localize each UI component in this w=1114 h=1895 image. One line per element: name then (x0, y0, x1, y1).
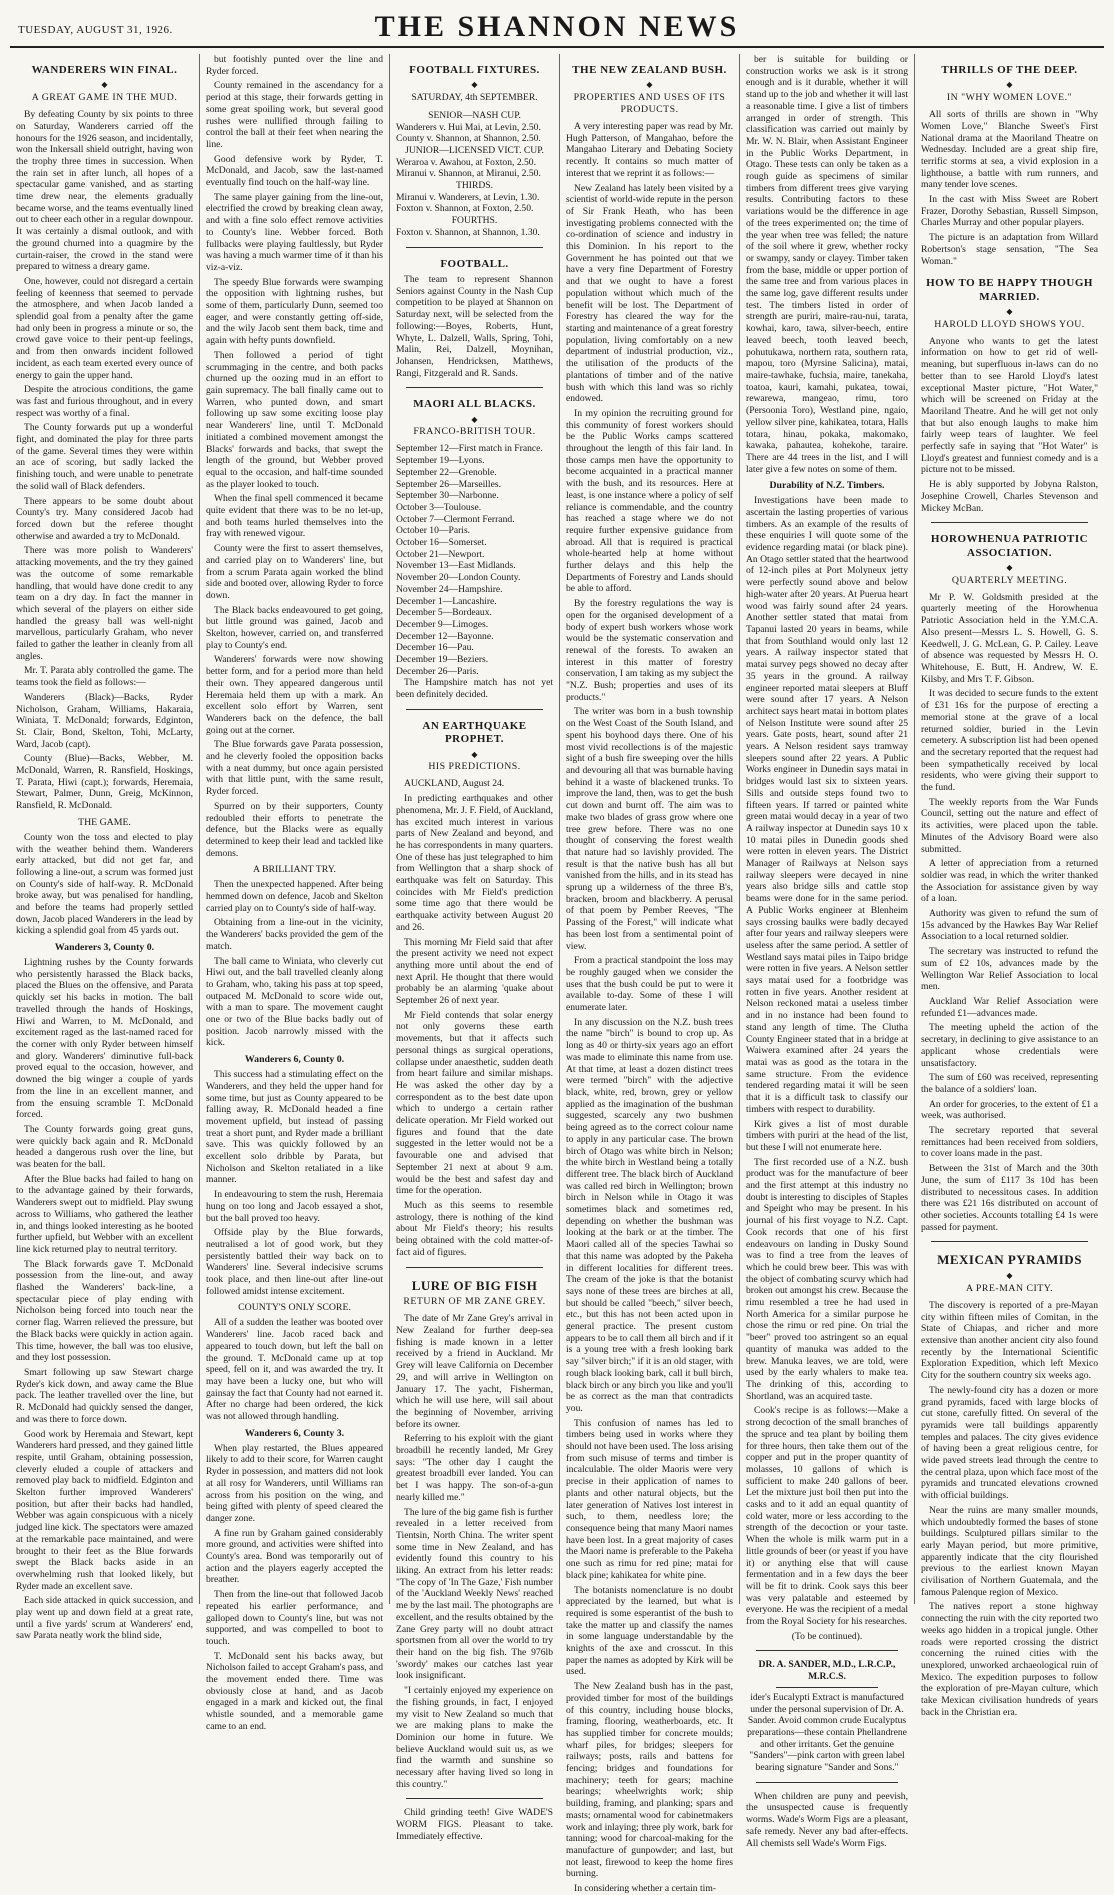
section-heading: COUNTY'S ONLY SCORE. (238, 1302, 351, 1314)
column-2 (200, 54, 390, 1732)
ornament-diamond: ◆ (1006, 1271, 1013, 1281)
subhead-big-fish: RETURN OF MR ZANE GREY. (403, 1296, 546, 1308)
article-paragraph: The natives report a stone highway connecting the ruin with the city reported two weeks ago hidden in a tropical jungle. Other roads were reported crossing the district concerning the ruined cities with the unexplored, unworked archaeological ruin of Mexico. The expedition purposes to follow the exploration of pre-Mayan culture, which take Mexican civilisation hundreds of years back in the Christian era. (921, 1601, 1098, 1718)
advertisement-sander (746, 1659, 908, 1773)
article-paragraph: The Black forwards gave T. McDonald possession from the line-out, and away flashed the Wanderers' back-line, a spectacular piece of play ending with Nicholson being forced into touch near the corner flag. Warren relieved the pressure, but the Black backs were quickly in action again. This time, however, the ball was too elusive, and they lost possession. (16, 1258, 193, 1364)
article-paragraph: The same player gaining from the line-out, electrified the crowd by breaking clean away, and with a fine solo effect remove activities to County's line. Webber forced. Both fullbacks were playing faultlessly, but Ryder was having a much warmer time of it than his viz-a-viz. (206, 191, 383, 273)
tour-line: November 24—Hampshire. (396, 583, 503, 595)
article-paragraph: Authority was given to refund the sum of 15s advanced by the Hawkes Bay War Relief Association to a local returned soldier. (921, 908, 1098, 943)
tour-line: December 1—Lancashire. (396, 595, 497, 607)
article-paragraph: Then followed a period of tight scrummaging in the centre, and both packs churned up the oozing mud in an effort to gain supremacy. The ball finally came out to Warren, who punted down, and smart following up saw some exciting loose play near Wanderers' line, until T. McDonald initiated a combined movement amongst the Blacks' forwards and backs, that swept the length of the ground, but Webber proved equal to the occasion, and half-time sounded as the player looked to touch. (206, 349, 383, 490)
divider (756, 1650, 898, 1651)
divider (931, 522, 1088, 523)
columns (10, 54, 1104, 1895)
article-paragraph: The Black backs endeavoured to get going, but little ground was gained, Jacob and Skelton, however, carried on, and transferred play to County's end. (206, 604, 383, 651)
tour-line: October 3—Toulouse. (396, 501, 482, 513)
tour-line: November 20—London County. (396, 572, 521, 584)
ad-text: ider's Eucalypti Extract is manufactured under the personal supervision of Dr. A. Sander. Avoid common crude Eucalyptus preparations—these contain Phellandrene and other irritants. Get the genuine "Sanders"—pink carton with green label bearing signature "Sander and Sons." (747, 1691, 907, 1774)
article-paragraph: Each side attacked in quick succession, and play went up and down field at a great rate, until a five yards' scrum at Wanderers' end, saw Parata neatly work the blind side, (16, 1595, 193, 1642)
article-paragraph: In predicting earthquakes and other phenomena, Mr. J. F. Field, of Auckland, has excited much interest in various parts of New Zealand and beyond, and he has correspondents in many quarters. One of these has just telegraphed to him from Wellington that a sharp shock of earthquake was felt on Saturday. This coincides with Mr Field's prediction some time ago that there would be earthquake activity between August 20 and 26. (396, 793, 553, 933)
fixtures-grade: JUNIOR—LICENSED VICT. CUP. (405, 144, 544, 156)
article-paragraph: This morning Mr Field said that after the present activity we need not expect anything more until about the end of next April. He thought that there would probably be an alarming 'quake about September 26 of next year. (396, 936, 553, 1007)
article-paragraph: Investigations have been made to ascertain the lasting properties of various timbers. As an example of the results of these enquiries I will quote some of the evidence regarding matai (or black pine). An Otago settler stated that the heartwood of 12-inch piles at Port Molyneux jetty were perfectly sound above and below high-water after 20 years. At Puerua heart wood was fairly sound after 24 years. Another settler stated that matai from Tapanui lasted 20 years in beams, while that from Southland would only last 12 years. A railway inspector stated that matai survey pegs showed no decay after 35 years in the ground. A railway engineer reported matai sleepers at Bluff were sound after 17 years. A Nelson architect says heart matai in bottom plates of Nelson Institute were sound after 25 years. Gate posts, heart, sound after 21 years. A Nelson resident says tramway sleepers sound after 22 years. A Public Works engineer in Dunedin says matai in bridges would last six to sixteen years. Sills and outside steps found two to fifteen years. If tarred or painted white green matai would decay in a year of two A railway inspector at Dunedin says 10 x 10 matai piles in Dunedin goods shed were rotten in eleven years. The District Manager of Railways at Nelson says railway sleepers were decayed in nine years also bridge sills and cattle stop beams were done for in the same period. A Public Works engineer at Blenheim says crossing baulks were badly decayed after four years and railway sleepers were useless after the same period. A settler of Westland says matai piles in Taipo bridge were rotten in five years. A Nelson settler says matai used for a footbridge was rotten in five years. Another resident at Nelson reckoned matai a useless timber and in no instance had been found to stand any length of time. The Clutha County Engineer stated that in a bridge at Waiwera examined after 24 years the matai was as good as the totara in the same structure. From the evidence tendered regarding matai it will be seen that it is a difficult task to classify our timbers with respect to durability. (746, 495, 908, 1115)
article-paragraph: Good work by Heremaia and Stewart, kept Wanderers hard pressed, and they gained little respite, until Graham, obtaining possession, cleverly eluded a couple of attackers and removed play back to midfield. Edginton and Skelton further improved Wanderers' position, but after their backs had handled, Webber was again conspicuous with a nicely judged line kick. The spectators were amazed at the remarkable pace maintained, and were brought to their feet as the Blue forwards swept the Black backs aside in an overwhelming rush that looked likely, but Ryder made an excellent save. (16, 1428, 193, 1592)
headline-wanderers: WANDERERS WIN FINAL. (31, 64, 178, 76)
article-paragraph: The sum of £60 was received, representing the balance of a soldiers' loan. (921, 1072, 1098, 1095)
advertisement: Child grinding teeth! Give WADE'S WORM FIGS. Pleasant to take. Immediately effective. (396, 1807, 553, 1842)
article-paragraph: All sorts of thrills are shown in "Why Women Love," Blanche Sweet's First National drama at the Maoriland Theatre on Wednesday. Included are a great ship fire, terrific storms at sea, a vivid explosion in a lighthouse, a battle with rum runners, and many tender love scenes. (921, 109, 1098, 191)
article-paragraph: The newly-found city has a dozen or more grand pyramids, faced with large blocks of cut stone, carefully fitted. On several of the pyramids were tall buildings apparently temples and palaces. The city gives evidence of having been a great religious centre, for wide paved streets lead through the centre to the central plaza, upon which face most of the pyramids and truncated elevations crowned with official buildings. (921, 1384, 1098, 1502)
tour-line: October 16—Somerset. (396, 537, 487, 549)
subhead-earthquake: HIS PREDICTIONS. (428, 761, 521, 773)
article-paragraph: From a practical standpoint the loss may be roughly gauged when we consider the uses that the bush could be put to were it available to-day. Some of these I will enumerate later. (566, 955, 733, 1014)
tour-line: October 7—Clermont Ferrand. (396, 513, 515, 525)
article-paragraph: Auckland War Relief Association were refunded £1—advances made. (921, 995, 1098, 1019)
article-paragraph: Mr Field contends that solar energy not only governs these earth movements, but that it affects such personal things as surgical operations, collapse under anaesthetic, sudden death from heart failure and similar mishaps. He was asked the other day by a correspondent as to the best date upon which to undergo a certain rather delicate operation. Mr Field worked out figures and found that the date suggested in the letter would not be a favourable one and advised that September 21 next at about 9 a.m. would be the best and safest day and time for the operation. (396, 1009, 553, 1197)
divider (931, 1241, 1088, 1242)
article-paragraph: The first recorded use of a N.Z. bush product was for the manufacture of beer and the first attempt at this industry no doubt is interesting to disciples of Staples and Speight who may be present. In his journal of his first voyage to N.Z. Capt. Cook records that one of his first endeavours on landing in Dusky Sound was to find a tree from the leaves of which he could brew beer. This was with the object of combating scurvy which had broken out amongst his crew. Because the rimu resembled a tree he had used in North America for a similar purpose he chose the rimu or red pine. On trial the "beer" proved too astringent so an equal quantity of manuka was added to the brew. Manuka leaves, we are told, were used by the early whalers to make tea. The drinking of this, according to Shortland, was an acquired taste. (746, 1156, 908, 1402)
newspaper-title: THE SHANNON NEWS (374, 10, 740, 43)
fixtures-list (396, 157, 553, 180)
article-paragraph: Anyone who wants to get the latest information on how to get rid of well-meaning, but superfluous in-laws can do no better than to see Harold Lloyd's latest exceptional Master picture, "Hot Water," which will be screened on Friday at the Maoriland Theatre. And he will get not only that but also enough laughs to make him fairly weep tears of laughter. We feel perfectly safe in saying that "Hot Water" is Lloyd's greatest and funniest comedy and is a picture not to be missed. (921, 335, 1098, 476)
tour-line: October 10—Paris. (396, 525, 471, 537)
article-paragraph: When the final spell commenced it became quite evident that there was to be no let-up, and both teams hurled themselves into the fray with renewed vigour. (206, 493, 383, 540)
headline-fixtures: FOOTBALL FIXTURES. (409, 64, 540, 76)
article-paragraph: In considering whether a certain tim- (574, 1883, 716, 1895)
ornament-diamond: ◆ (471, 414, 478, 424)
subhead-thrills: IN "WHY WOMEN LOVE." (946, 92, 1073, 104)
article-paragraph: New Zealand has lately been visited by a scientist of world-wide repute in the person of Sir Frank Heath, who has been investigating problems connected with the co-ordination of science and industry in this Dominion. In his report to the Government he has pointed out that we have a very fine Department of Forestry and that we ought to have a forest population without which much of the benefit will be lost. The Department of Forestry has cleared the way for the starting and maintenance of a great forestry population, living comfortably on a new department of industrial production, viz., the utilisation of the products of the plantations of timber and of the native bush with which this land was so richly endowed. (566, 182, 733, 405)
article-paragraph: Despite the atrocious conditions, the game was fast and furious throughout, and in every respect was worthy of a final. (16, 384, 193, 419)
article-paragraph: Wanderers' forwards were now showing better form, and for a period more than held their own. They appeared dangerous until Heremaia held them up with a mark. An excellent solo effort by Warren, sent Wanderers back on the defence, the ball going out at the corner. (206, 654, 383, 736)
tour-line: December 16—Pau. (396, 642, 474, 654)
article-paragraph: The date of Mr Zane Grey's arrival in New Zealand for further deep-sea fishing is made known in a letter received by a friend in Auckland. Mr Grey will leave California on December 29, and will arrive in Wellington on January 17. The yacht, Fisherman, which he will use here, will sail about the beginning of November, arriving before its owner. (396, 1313, 553, 1430)
subhead-horowhenua: QUARTERLY MEETING. (951, 574, 1068, 586)
fixture-line: Foxton v. Shannon, at Shannon, 1.30. (396, 226, 540, 238)
article-paragraph: The Hampshire match has not yet been definitely decided. (396, 677, 553, 701)
article-paragraph: County were the first to assert themselves, and carried play on to Wanderers' line, but from a scrum Parata again worked the blind side and booted over, allowing Ryder to force down. (206, 543, 383, 601)
ornament-diamond: ◆ (101, 80, 108, 90)
article-paragraph: The team to represent Shannon Seniors against County in the Nash Cup competition to be played at Shannon on Saturday next, will be selected from the following:—Boyes, Roberts, Hunt, Whyte, L. Dalzell, Walls, Spring, Tohi, Malin, Rei, Dalzell, Moynihan, Johansen, Hendricksen, Matthews, Rangi, Fitzgerald and R. Sands. (396, 274, 553, 379)
fixture-line: Wanderers v. Hui Mai, at Levin, 2.50. (396, 121, 541, 133)
score-line: Wanderers 6, County 3. (244, 1427, 345, 1439)
divider (406, 387, 543, 388)
fixture-line: Foxton v. Shannon, at Foxton, 2.50. (396, 203, 534, 215)
fixtures-grade: FOURTHS. (451, 215, 498, 227)
tour-line: December 26—Paris. (396, 665, 479, 677)
fixtures-grade: THIRDS. (455, 180, 494, 192)
article-paragraph: The lure of the big game fish is further revealed in a letter received from Tientsin, North China. The writer spent some time in New Zealand, and has evidently found this country to his liking. An extract from his letter reads: "The copy of 'In The Gaze,' Fish number of the 'Auckland Weekly News' reached me by the last mail. The photographs are excellent, and the results obtained by the Zane Grey party will no doubt attract sportsmen from all over the world to try their hand on the big fish. The 976lb 'swordy' makes our catches last year look insignificant. (396, 1506, 553, 1682)
article-paragraph: There appears to be some doubt about County's try. Many considered Jacob had forced down but the referee thought otherwise and awarded a try to McDonald. (16, 495, 193, 542)
article-paragraph: In the cast with Miss Sweet are Robert Frazer, Dorothy Sebastian, Russell Simpson, Charles Murray and other popular players. (921, 194, 1098, 229)
fixtures-list (396, 227, 553, 239)
subhead-happy: HAROLD LLOYD SHOWS YOU. (934, 318, 1085, 330)
article-paragraph: ber is suitable for building or construction works we ask is it strong enough and is it durable, whether it will stand up to the job and whether it will last a reasonable time. I give a list of timbers arranged in order of strength. This classification was carried out mainly by Mr. W. N. Blair, when Assistant Engineer in the Public Works Department, in Otago. These tests can only be taken as a rough guide as specimens of similar timbers from different trees give varying results. Contributing factors to these variations would be the difference in age of the trees experimented on; the time of the year when tree was felled; the nature of the soil where it grew, whether rocky or swampy, sandy or clayey. Timber taken from the base, middle or upper portion of the same tree and from various places in the same log, gave different results under test. The timbers listed in order of strength are puriri, maire-rau-nui, tarata, kowhai, karo, tawa, silver-beech, entire leaved beech, tooth leaved beech, pohutukawa, northern rata, southern rata, mapou, toro (Myrsine Salicina), matai, maire-tawhake, fuchsia, maire, tanekaha, toatoa, kauri, kamahi, pukatea, towai, rewarewa, mangeao, rimu, toro (Persoonia Toro), Westland pine, ngaio, yellow silver pine, kahikatea, totara, Halls totara, hinau, pokaka, makomako, kawaka, pahautea, kohekohe, taraire. There are 44 trees in the list, and I will later give a few notes on some of them. (746, 54, 908, 475)
column-4 (560, 54, 740, 1895)
headline-happy: HOW TO BE HAPPY THOUGH MARRIED. (926, 277, 1093, 303)
fixtures-grade: SENIOR—NASH CUP. (428, 109, 521, 121)
ad-heading: DR. A. SANDER, M.D., L.R.C.P., M.R.C.S. (758, 1659, 896, 1683)
column-1 (10, 54, 200, 1642)
tour-line: September 12—First match in France. (396, 443, 543, 455)
score-line: Wanderers 6, County 0. (244, 1054, 345, 1066)
article-paragraph: Cook's recipe is as follows:—Make a strong decoction of the small branches of the spruce and tea plant by boiling them for three hours, then take them out of the copper and put in the proper quantity of molasses, 10 gallons of which is sufficient to make 240 gallons of beer. Let the mixture just boil then put into the casks and to it add an equal quantity of cold water, more or less according to the strength of the decoction or your taste. When the whole is milk warm put in a little grounds of beer (or yeast if you have it) or anything else that will cause fermentation and in a few days the beer will be fit to drink. Cook says this beer was very palatable and esteemed by everyone. He was the recipient of a medal from the Royal Society for his researches. (746, 1405, 908, 1628)
article-paragraph: Then from the line-out that followed Jacob repeated his earlier performance, and galloped down to County's line, but was not supported, and was compelled to boot to touch. (206, 1589, 383, 1647)
fixture-line: Miranui v. Shannon, at Miranui, 2.50. (396, 168, 541, 180)
tour-line: September 19—Lyons. (396, 455, 485, 467)
article-paragraph: The discovery is reported of a pre-Mayan city within fifteen miles of Comitan, in the State of Chiapas, and richer and more extensive than another ancient city also found recently by the International Scientific Exploration Expedition, which left Mexico City for the southern country six weeks ago. (921, 1299, 1098, 1382)
article-paragraph: Smart following up saw Stewart charge Ryder's kick down, and away came the Blue pack. The leather travelled over the line, but R. McDonald had quickly sensed the danger, and was there to force down. (16, 1366, 193, 1425)
headline-allblacks: MAORI ALL BLACKS. (413, 398, 536, 411)
subhead-nz-bush: PROPERTIES AND USES OF ITS PRODUCTS. (573, 92, 726, 116)
tour-line: November 13—East Midlands. (396, 560, 516, 572)
fixtures-list (396, 122, 553, 145)
article-paragraph: There was more polish to Wanderers' attacking movements, and the try they gained was the outcome of some remarkable handling, that would have done credit to any team on a dry day. In fact the manner in which several of the players on either side handled the greasy ball was well-night marvellous, particularly Graham, who never failed to gather the leather in cleanly from all angles. (16, 545, 193, 662)
tour-line: December 5—Bordeaux. (396, 607, 492, 619)
headline-mexican: MEXICAN PYRAMIDS (937, 1252, 1082, 1268)
subhead-wanderers: A GREAT GAME IN THE MUD. (31, 92, 178, 104)
article-paragraph: Referring to his exploit with the giant broadbill he recently landed, Mr Grey says: "The other day I caught the greatest broadbill ever landed. You can bet I was happy. The son-of-a-gun nearly killed me." (396, 1433, 553, 1503)
article-paragraph: It was decided to secure funds to the extent of £31 16s for the purpose of erecting a memorial stone at the grave of a local returned soldier, buried in the Levin cemetery. A subscription list had been opened and the secretary reported that the request had been sympathetically received by local residents, who were giving their support to the fund. (921, 688, 1098, 794)
article-paragraph: The Blue forwards gave Parata possession, and he cleverly fooled the opposition backs with a neat dummy, but once again persisted with that little punt, with the same result, Ryder forced. (206, 739, 383, 798)
article-paragraph: Then the unexpected happened. After being hemmed down on defence, Jacob and Skelton carried play on to County's side of half-way. (206, 879, 383, 914)
article-paragraph: Offside play by the Blue forwards, neutralised a lot of good work, but they persistently battled their way back on to Wanderers' line. Several indecisive scrums took place, and then line-out after line-out followed amidst intense excitement. (206, 1227, 383, 1297)
article-paragraph: County remained in the ascendancy for a period at this stage, their forwards getting in some great spoiling work, but several good rushes were nullified through failing to control the ball at their feet when nearing the line. (206, 80, 383, 150)
section-heading: THE GAME. (78, 816, 131, 828)
article-paragraph: The speedy Blue forwards were swamping the opposition with lightning rushes, but some of them, particularly Dunn, seemed too eager, and were constantly getting off-side, and the wily Jacob sent them back, time and again with hefty punts downfield. (206, 276, 383, 347)
article-paragraph: Near the ruins are many smaller mounds, which undoubtedly formed the bases of stone buildings. Sculptured pillars similar to the early Mayan period, but more primitive, apparently indicate that the city flourished previous to the earliest known Mayan civilisation of Northern Guatemala, and the famous Palenque region of Mexico. (921, 1504, 1098, 1598)
article-paragraph: The picture is an adaptation from Willard Robertson's stage sensation, "The Sea Woman." (921, 232, 1098, 267)
divider (406, 1798, 543, 1799)
ornament-diamond: ◆ (471, 80, 478, 90)
article-paragraph: County (Blue)—Backs, Webber, M. McDonald, Warren, R. Ransfield, Hoskings, T. Parata, Hiwi (capt.); forwards, Heremaia, Stewart, Palmer, Dunn, Greig, McKinnon, Ransfield, R. McDonald. (16, 753, 193, 812)
section-heading: Durability of N.Z. Timbers. (769, 480, 885, 492)
article-paragraph: In my opinion the recruiting ground for this community of forest workers should be the Public Works camps scattered throughout the length of this fair land. In those camps men have the opportunity to become acquainted in a practical manner with the bush, and its resources. Here at least, is one instance where a policy of self reliance is commendable, and the country has reached a stage where we do not require further expensive guidance from abroad. All that is required is practical whole-hearted help at home without further delays and this help the Departments of Forestry and Lands should be able to afford. (566, 407, 733, 595)
fixture-line: Miranui v. Wanderers, at Levin, 1.30. (396, 191, 540, 203)
article-paragraph: The County forwards going great guns, were quickly back again and R. McDonald headed a dangerous rush over the line, but was beaten for the ball. (16, 1123, 193, 1171)
fixture-line: Weraroa v. Awahou, at Foxton, 2.50. (396, 156, 537, 168)
headline-horowhenua: HOROWHENUA PATRIOTIC ASSOCIATION. (930, 533, 1089, 559)
masthead (10, 10, 1104, 48)
article-paragraph: T. McDonald sent his backs away, but Nicholson failed to accept Graham's pass, and the movement ended there. Time was obviously close at hand, and as Jacob engaged in a mark and kicked out, the final whistle sounded, and a memorable game came to an end. (206, 1650, 383, 1732)
headline-football: FOOTBALL. (440, 257, 509, 270)
article-paragraph: An order for groceries, to the extent of £1 a week, was authorised. (921, 1098, 1098, 1122)
article-paragraph: When play restarted, the Blues appeared likely to add to their score, for Warren caught Ryder in possession, and matters did not look at all rosy for Wanderers, until Williams ran across from his position on the wing, and being gifted with plenty of speed cleared the danger zone. (206, 1442, 383, 1524)
article-paragraph: Mr. T. Parata ably controlled the game. The teams took the field as follows:— (16, 665, 193, 689)
article-paragraph: Good defensive work by Ryder, T. McDonald, and Jacob, saw the last-named eventually find touch on the half-way line. (206, 153, 383, 189)
tour-line: October 21—Newport. (396, 548, 485, 560)
article-paragraph: Lightning rushes by the County forwards who persistently harassed the Black backs, placed the Blues on the offensive, and Parata quickly set his backs in motion. The ball travelled through the hands of Hoskings, Hiwi and Warren, to M. McDonald, and excitement raged as the last-named raced for the corner with only Ryder between himself and glory. Wanderers' diminutive full-back proved equal to the occasion, however, and downed the big winger a couple of yards from the line in an excellent manner, and from the ensuing scramble T. McDonald forced. (16, 957, 193, 1121)
article-paragraph: In any discussion on the N.Z. bush trees the name "birch" is bound to crop up. As long as 40 or thirty-six years ago an effort was made to eliminate this name from use. At that time, at least a dozen distinct trees were termed "birch" with the adjective black, white, red, brown, grey or yellow applied as the imagination of the bushman suggested, scarcely any two bushmen being agreed as to the correct colour name to apply in any particular case. The brown birch of Otago was white birch in Nelson; the white birch in Westland being a totally different tree. The black birch of Auckland was called red birch in Wellington; brown birch in Nelson while in Otago it was sometimes black and sometimes red, depending on whether the bushman was looking at the bark or at the timber. The Maori called all of the species Tawhai so that this name was adopted by the Pakeha in different localities for different trees. The cream of the joke is that the botanist says none of these trees are birches at all, but should be called "beech," silver beech, etc., but this has not been acted upon in general practice. The present custom appears to be to call them all birch and if it is a young tree with a fresh looking bark say "silver birch;" if it is an old stager, with rough black looking bark, call it bull birch, black birch or any birch you like and you'll be as correct as the man that contradicts you. (566, 1016, 733, 1414)
article-paragraph: The secretary was instructed to refund the sum of £2 10s, advances made by the Wellington War Relief Association to local men. (921, 946, 1098, 993)
subhead-mexican: A PRE-MAN CITY. (965, 1282, 1054, 1294)
headline-nz-bush: THE NEW ZEALAND BUSH. (572, 64, 727, 76)
divider (756, 1782, 898, 1783)
fixtures-list (396, 192, 553, 215)
article-paragraph: Kirk gives a list of most durable timbers with puriri at the head of the list, but these I will not enumerate here. (746, 1118, 908, 1153)
column-3 (390, 54, 560, 1842)
article-paragraph: The ball came to Winiata, who cleverly cut Hiwi out, and the ball travelled cleanly along to Graham, who, taking his pass at top speed, outpaced M. McDonald to score wide out, with a man to spare. The movement caught one or two of the Blue backs badly out of position. Jacob narrowly missed with the kick. (206, 955, 383, 1049)
ornament-diamond: ◆ (1006, 307, 1013, 317)
divider (776, 1687, 878, 1688)
article-paragraph: Much as this seems to resemble astrology, there is nothing of the kind about Mr Field's theory; his results being obtained with the cold matter-of-fact aid of figures. (396, 1200, 553, 1258)
divider (406, 1267, 543, 1268)
article-paragraph: Spurred on by their supporters, County redoubled their efforts to penetrate the defence, but the Blacks were as equally determined to keep their lead and tackled like demons. (206, 800, 383, 859)
ornament-diamond: ◆ (646, 80, 653, 90)
article-paragraph: The weekly reports from the War Funds Council, setting out the nature and effect of its activities, were placed upon the table. Minutes of the Advisory Board were also submitted. (921, 796, 1098, 855)
fixture-line: County v. Shannon, at Shannon, 2.50. (396, 133, 541, 145)
article-paragraph: but footishly punted over the line and Ryder forced. (206, 54, 383, 77)
tour-line: September 22—Grenoble. (396, 466, 497, 478)
article-paragraph: The botanists nomenclature is no doubt appreciated by the learned, but what is required is some esperantist of the bush to take the matter up and classify the names in some language understandable by the knights of the axe and crosscut. In this paper the names as adopted by Kirk will be used. (566, 1584, 733, 1678)
tour-list (396, 443, 553, 677)
article-paragraph: Wanderers (Black)—Backs, Ryder Nicholson, Graham, Williams, Hakaraia, Winiata, T. McDonald; forwards, Edginton, St. Clair, Bond, Skelton, Tohi, McLarty, Ward, Jacob (capt). (16, 691, 193, 750)
article-paragraph: A very interesting paper was read by Mr. Hugh Patterson, of Mangahao, before the Mangahao Literary and Debating Society recently. It contains so much matter of interest that we reprint it as follows:— (566, 121, 733, 179)
continued-note: (To be continued). (791, 1630, 863, 1642)
advertisement: When children are puny and peevish, the unsuspected cause is frequently worms. Wade's Worm Figs are a pleasant, safe remedy. Never any bad after-effects. All chemists sell Wade's Worm Figs. (746, 1790, 908, 1849)
article-paragraph: This confusion of names has led to timbers being used in works where they should not have been used. The loss arising from such misuse of terms and timber is incalculable. The older Maoris were very precise in their application of names to plants and other natural objects, but the later generation of Natives lost interest in such, to them, needless lore; the consequence being that many Maori names have been lost. In a great majority of cases the Maori name is preferable to the Pakeha one such as rimu for red pine; matai for black pine; kahikatea for white pine. (566, 1417, 733, 1581)
subhead-allblacks: FRANCO-BRITISH TOUR. (413, 426, 536, 438)
article-paragraph: The secretary reported that several remittances had been received from soldiers, to cover loans made in the past. (921, 1125, 1098, 1160)
section-heading: A BRILLIANT TRY. (252, 864, 336, 876)
ornament-diamond: ◆ (1006, 80, 1013, 90)
score-line: Wanderers 3, County 0. (54, 942, 155, 954)
article-paragraph: Mr P. W. Goldsmith presided at the quarterly meeting of the Horowhenua Patriotic Association held in the Y.M.C.A. Also present—Messrs L. S. Howell, G. S. Keedwell, J. G. McLean, G. P. Cailey. Leave of absence was requested by Messrs H. O. Whitehouse, E. Butt, H. Andrew, W. E. Kilsby, and Mrs T. F. Gibson. (921, 591, 1098, 685)
article-paragraph: A letter of appreciation from a returned soldier was read, in which the writer thanked the Association for assistance given by way of a loan. (921, 858, 1098, 905)
article-paragraph: County won the toss and elected to play with the weather behind them. Wanderers early attacked, but did not get far, and following a line-out, a scrum was formed just on County's side of half-way. R. McDonald broke away, but was penalised for handling, and before the teams had properly settled down, Jacob placed Wanderers in the lead by kicking a splendid goal from 45 yards out. (16, 831, 193, 937)
article-paragraph: All of a sudden the leather was booted over Wanderers' line. Jacob raced back and appeared to touch down, but left the ball on the ground. T. McDonald came up at top speed, fell on it, and was awarded the try. It may have been a lucky one, but who will gainsay the fact that County had not earned it. After no charge had been ordered, the kick was not allowed through handling. (206, 1317, 383, 1423)
ornament-diamond: ◆ (471, 749, 478, 759)
tour-line: December 19—Beziers. (396, 654, 489, 666)
divider (406, 709, 543, 710)
article-paragraph: Obtaining from a line-out in the vicinity, the Wanderers' backs provided the gem of the match. (206, 917, 383, 952)
column-5 (740, 54, 915, 1849)
tour-line: December 9—Limoges. (396, 618, 489, 630)
article-paragraph: The New Zealand bush has in the past, provided timber for most of the buildings of this country, including house blocks, framing, flooring, weatherboards, etc. It has supplied timber for concrete moulds; wharf piles, for bridges; sleepers for railways; posts, rails and battens for fencing; bridges and foundations for machinery; teeth for gears; machine bearings; wheelwrights work; ship building, framing, and planking; spars and masts; ornamental wood for cabinetmakers work and inlaying; three ply work, bark for tanning; wood for charcoal-making for the manufacture of gunpowder; and last, but not least, firewood to keep the home fires burning. (566, 1681, 733, 1880)
tour-line: December 12—Bayonne. (396, 630, 494, 642)
issue-date: TUESDAY, AUGUST 31, 1926. (18, 24, 173, 36)
headline-earthquake: AN EARTHQUAKE PROPHET. (422, 719, 527, 746)
ornament-diamond: ◆ (1006, 563, 1013, 573)
article-paragraph: One, however, could not disregard a certain feeling of keenness that seemed to pervade the atmosphere, and when Jacob landed a splendid goal from a penalty after the game had only been in progress a minute or so, the crowd gave voice to their pent-up feelings, and from then onwards incident followed incident, as each team exerted every ounce of energy to gain the upper hand. (16, 275, 193, 381)
article-paragraph: Between the 31st of March and the 30th June, the sum of £117 3s 10d has been distributed to necessitous cases. In addition there was £21 16s distributed on account of other societies. Accounts totalling £4 1s were passed for payment. (921, 1163, 1098, 1233)
article-paragraph: The writer was born in a bush township on the West Coast of the South Island, and spent his boyhood days there. One of his most vivid recollections is of the majestic sight of a bush fire sweeping over the hills and devouring all that was burnable having behind it a waste of blackened trunks. To improve the land, then, was to get the bush cut down and burnt off. The aim was to make two blades of grass grow where one tree grew before. There was no one thought of conserving the forest wealth that nature had so lavishly provided. The result is that the native bush has all but vanished from the hills, and in its stead has sprung up a wilderness of the three B's, bracken, broom and blackberry. A perusal of that poem by Pember Reeves, "The Passing of the Forest," will indicate what has been lost from a sentimental point of view. (566, 706, 733, 952)
article-paragraph: A fine run by Graham gained considerably more ground, and activities were shifted into County's area. Bond was temporarily out of action and the players eagerly accepted the breather. (206, 1527, 383, 1586)
tour-line: September 26—Marseilles. (396, 478, 501, 490)
headline-big-fish: LURE OF BIG FISH (411, 1277, 538, 1293)
tour-line: September 30—Narbonne. (396, 490, 499, 502)
article-paragraph: AUCKLAND, August 24. (404, 778, 505, 790)
divider (406, 247, 543, 248)
column-6 (915, 54, 1104, 1718)
article-paragraph: In endeavouring to stem the rush, Heremaia hung on too long and Jacob essayed a shot, but the ball proved too heavy. (206, 1189, 383, 1224)
article-paragraph: After the Blue backs had failed to hang on to the advantage gained by their forwards, Wanderers swept out to midfield. Play swung across to Williams, who gathered the leather in, and things looked interesting as he booted further upfield, but Webber with an excellent line kick returned play to neutral territory. (16, 1173, 193, 1255)
article-paragraph: By defeating County by six points to three on Saturday, Wanderers carried off the honours for the 1926 season, and incidentally, won the Inkersall shield outright, having won the trophy three times in succession. When the rain set in after lunch, all hopes of a spectacular game vanished, and as starting time drew near, the elements gradually became worse, and the teams eventually lined out to cheer each other in a regular downpour. It was certainly a dismal outlook, and with the ground churned into a quagmire by the curtain-raiser, the crowd in the stand were prepared to witness a dreary game. (16, 109, 193, 273)
headline-thrills: THRILLS OF THE DEEP. (941, 64, 1078, 76)
article-paragraph: The meeting upheld the action of the secretary, in declining to give assistance to an applicant whose credentials were unsatisfactory. (921, 1022, 1098, 1069)
fixtures-date: SATURDAY, 4th SEPTEMBER. (411, 92, 538, 104)
article-paragraph: This success had a stimulating effect on the Wanderers, and they held the upper hand for some time, but just as County appeared to be falling away, R. McDonald headed a fine movement upfield, but instead of passing treat a short punt, and Ryder made a brilliant save. This was quickly followed by an excellent solo dribble by Parata, but Nicholson and Skelton retaliated in a like manner. (206, 1069, 383, 1186)
article-paragraph: "I certainly enjoyed my experience on the fishing grounds, in fact, I enjoyed my visit to New Zealand so much that we are making plans to make the Dominion our home in future. We believe Auckland would suit us, as we find the warmth and sunshine so necessary after having lived so long in this country." (396, 1685, 553, 1790)
article-paragraph: The County forwards put up a wonderful fight, and dominated the play for three parts of the game. Several times they were within an ace of scoring, but sadly lacked the finishing touch, and were unable to penetrate the solid wall of Black defenders. (16, 422, 193, 492)
article-paragraph: He is ably supported by Jobyna Ralston, Josephine Crowell, Charles Stevenson and Mickey McBan. (921, 479, 1098, 514)
article-paragraph: By the forestry regulations the way is open for the organised development of a body of expert bush workers whose work would be the systematic conservation and renewal of the forests. To awaken an interest in this matter of forestry conservation, I am taking as my subject the "N.Z. Bush; properties and uses of its products." (566, 598, 733, 703)
